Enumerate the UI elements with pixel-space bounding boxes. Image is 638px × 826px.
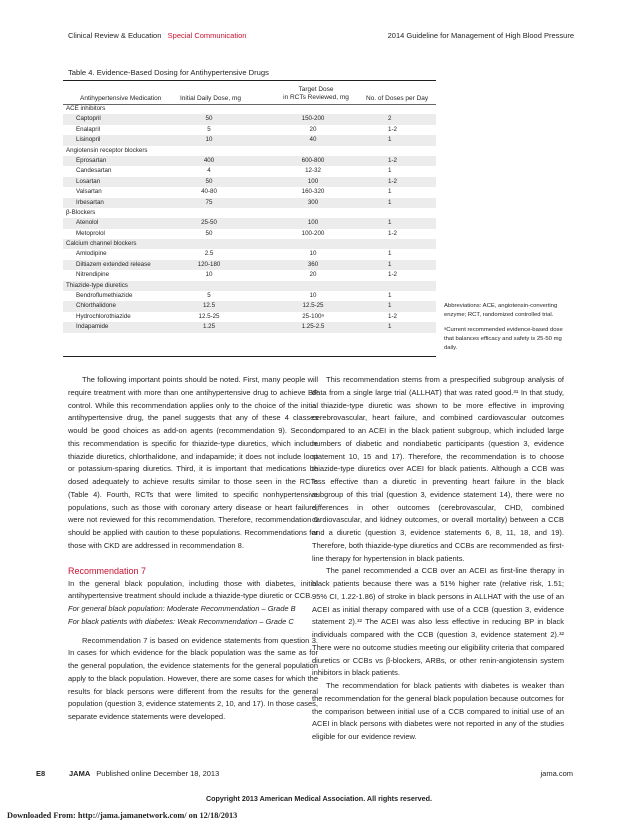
medication-cell: Irbesartan xyxy=(76,198,104,206)
table-row xyxy=(63,198,436,208)
initial-dose-cell: 12.5-25 xyxy=(198,312,220,320)
initial-dose-cell: 2.5 xyxy=(204,250,214,258)
medication-cell: Indapamide xyxy=(76,323,109,331)
target-dose-cell: 10 xyxy=(309,292,317,300)
abbreviations-note: Abbreviations: ACE, angiotensin-converting enzyme; RCT, randomized controlled trial. xyxy=(444,303,558,318)
table-top-rule xyxy=(63,80,436,81)
initial-dose-cell: 25-50 xyxy=(201,219,217,227)
doses-per-day-cell: 2 xyxy=(388,115,392,123)
footer-journal xyxy=(69,769,219,778)
drug-class-cell: Angiotensin receptor blockers xyxy=(66,146,148,154)
target-dose-cell: 10 xyxy=(309,250,317,258)
table-category-row xyxy=(63,146,436,156)
recommendation-7-grade-diabetes: For black patients with diabetes: Weak Recommendation – Grade C xyxy=(68,616,294,626)
paragraph: The recommendation for black patients with diabetes is weaker than the recommendation for the general black population because outcomes for the comparison between initial use of a CCB compared to initial use of an ACEI in black persons with diabetes were not reported in any of the studies eligible for our evidence review. xyxy=(312,681,564,741)
table-row xyxy=(63,301,436,311)
initial-dose-cell: 50 xyxy=(205,229,213,237)
table-category-row xyxy=(63,208,436,218)
recommendation-7-heading: Recommendation 7 xyxy=(68,565,147,576)
paragraph: The panel recommended a CCB over an ACEI as first-line therapy in black patients because there was a 51% higher rate (relative risk, 1.51; 95% CI, 1.22-1.86) of stroke in black persons in ALLHAT with the use of an ACEI as initial therapy compared with use of a CCB (question 3, evidence statement 2).³² The ACEI was also less effective in reducing BP in black individuals compared with the CCB (question 3, evidence statement 2).³² There were no outcome studies meeting our eligibility criteria that compared diuretics or CCBs vs β-blockers, ARBs, or other renin-angiotensin system inhibitors in black patients. xyxy=(312,566,564,678)
target-dose-cell: 360 xyxy=(307,260,319,268)
initial-dose-cell: 5 xyxy=(207,292,211,300)
copyright-notice: Copyright 2013 American Medical Association. All rights reserved. xyxy=(205,794,433,803)
initial-dose-cell: 12.5 xyxy=(202,302,216,310)
footer-site-link[interactable]: jama.com xyxy=(540,769,573,778)
section-label: Clinical Review & Education xyxy=(68,31,162,40)
initial-dose-cell: 40-80 xyxy=(201,188,217,196)
medication-cell: Candesartan xyxy=(76,167,112,175)
col-header-target-line1: Target Dose xyxy=(298,86,334,93)
journal-name: JAMA xyxy=(69,769,91,778)
drug-class-cell: ACE inhibitors xyxy=(66,105,106,112)
target-dose-cell: 300 xyxy=(307,198,319,206)
doses-per-day-cell: 1 xyxy=(388,198,392,206)
table-row xyxy=(63,156,436,166)
medication-cell: Valsartan xyxy=(76,188,102,196)
table-row xyxy=(63,270,436,280)
target-dose-cell: 12.5-25 xyxy=(302,302,324,310)
paragraph: The following important points should be noted. First, many people will require treatment with more than one antihypertensive drug to achieve BP control. While this recommendation applies only to the choice of the initial antihypertensive drug, the panel suggests that any of these 4 classes would be good choices as add-on agents (recommendation 9). Second, this recommendation is specific for thiazide-type diuretics, which include thiazide diuretics, chlorthalidone, and indapamide; it does not include loop or potassium-sparing diuretics. Third, it is important that medications be dosed adequately to achieve results similar to those seen in the RCTs (Table 4). Fourth, RCTs that were limited to specific nonhypertensive populations, such as those with coronary artery disease or heart failure, were not reviewed for this recommendation. Therefore, recommendation 6 should be applied with caution to these populations. Recommendations for those with CKD are addressed in recommendation 8. xyxy=(68,375,318,550)
drug-class-cell: β-Blockers xyxy=(66,208,96,216)
initial-dose-cell: 75 xyxy=(205,198,213,206)
table-row xyxy=(63,218,436,228)
medication-cell: Metoprolol xyxy=(76,229,105,237)
left-column xyxy=(68,374,318,724)
table-row xyxy=(63,322,436,332)
medication-cell: Diltiazem extended release xyxy=(76,260,151,268)
initial-dose-cell: 400 xyxy=(203,156,215,164)
target-dose-cell: 100 xyxy=(307,177,319,185)
target-dose-cell: 12-32 xyxy=(305,167,321,175)
initial-dose-cell: 50 xyxy=(205,115,213,123)
right-column xyxy=(312,374,564,744)
table-row xyxy=(63,166,436,176)
doses-per-day-cell: 1 xyxy=(388,188,392,196)
target-dose-cell: 40 xyxy=(309,136,317,144)
target-dose-cell: 20 xyxy=(309,271,317,279)
doses-per-day-cell: 1 xyxy=(388,219,392,227)
col-header-target-dose xyxy=(268,86,364,102)
medication-cell: Lisinopril xyxy=(76,136,101,144)
target-dose-cell: 20 xyxy=(309,125,317,133)
col-header-medication: Antihypertensive Medication xyxy=(80,95,162,102)
doses-per-day-cell: 1 xyxy=(388,136,392,144)
target-dose-cell: 1.25-2.5 xyxy=(301,323,325,331)
initial-dose-cell: 1.25 xyxy=(202,323,216,331)
table-row xyxy=(63,187,436,197)
medication-cell: Hydrochlorothiazide xyxy=(76,312,131,320)
target-dose-cell: 100 xyxy=(307,219,319,227)
doses-per-day-cell: 1 xyxy=(388,302,392,310)
table-category-row xyxy=(63,104,436,114)
doses-per-day-cell: 1-2 xyxy=(388,177,397,185)
target-dose-cell: 600-800 xyxy=(301,156,325,164)
page-number: E8 xyxy=(36,769,46,778)
target-dose-cell: 100-200 xyxy=(301,229,325,237)
table-row xyxy=(63,291,436,301)
doses-per-day-cell: 1-2 xyxy=(388,229,397,237)
published-date: Published online December 18, 2013 xyxy=(96,769,220,778)
paragraph: This recommendation stems from a prespecified subgroup analysis of data from a single large trial (ALLHAT) that was rated good.³¹ In that study, a thiazide-type diuretic was shown to be more effective in improving cerebrovascular, heart failure, and combined cardiovascular outcomes compared to an ACEI in the black patient subgroup, which included large numbers of diabetic and nondiabetic participants (question 3, evidence statement 10, 15 and 17). Therefore, the recommendation is to choose thiazide-type diuretics over ACEI for black patients. Although a CCB was less effective than a diuretic in preventing heart failure in the black subgroup of this trial (question 3, evidence statement 14), there were no differences in other outcomes (cerebrovascular, CHD, combined cardiovascular, and kidney outcomes, or overall mortality) between a CCB and a diuretic (question 3, evidence statements 6, 8, 11, 18, and 19). Therefore, both thiazide-type diuretics and CCBs are recommended as first-line therapy for hypertension in black patients. xyxy=(312,375,564,563)
footnote-a: ᵃCurrent recommended evidence-based dose that balances efficacy and safety is 25-50 mg daily. xyxy=(444,327,563,351)
medication-cell: Chlorthalidone xyxy=(76,302,116,310)
table-row xyxy=(63,135,436,145)
initial-dose-cell: 10 xyxy=(205,271,213,279)
medication-cell: Losartan xyxy=(76,177,101,185)
initial-dose-cell: 50 xyxy=(205,177,213,185)
table-row xyxy=(63,312,436,322)
col-header-initial-dose: Initial Daily Dose, mg xyxy=(180,95,242,102)
table-row xyxy=(63,125,436,135)
table-row xyxy=(63,260,436,270)
download-notice: Downloaded From: http://jama.jamanetwork.com/ on 12/18/2013 xyxy=(7,811,238,820)
table-body xyxy=(63,104,436,333)
drug-class-cell: Thiazide-type diuretics xyxy=(66,281,128,289)
initial-dose-cell: 5 xyxy=(207,125,211,133)
table-notes xyxy=(444,302,564,359)
subsection-label: Special Communication xyxy=(167,31,247,40)
paragraph: Recommendation 7 is based on evidence statements from question 3. In cases for which evidence for the black population was the same as for the general population, the evidence statements for the general population apply to the black population. However, there are some cases for which the results for black persons were different from the results for the general population (question 3, evidence statements 2, 10, and 17). In those cases, separate evidence statements were developed. xyxy=(68,635,318,721)
doses-per-day-cell: 1 xyxy=(388,323,392,331)
table-row xyxy=(63,114,436,124)
doses-per-day-cell: 1-2 xyxy=(388,125,397,133)
recommendation-7-text: In the general black population, including those with diabetes, initial antihypertensive treatment should include a thiazide-type diuretic or CCB. xyxy=(68,578,318,601)
medication-cell: Eprosartan xyxy=(76,156,107,164)
target-dose-cell: 25-100ᵃ xyxy=(302,312,324,320)
doses-per-day-cell: 1-2 xyxy=(388,271,397,279)
target-dose-cell: 150-200 xyxy=(301,115,325,123)
medication-cell: Nitrendipine xyxy=(76,271,110,279)
medication-cell: Captopril xyxy=(76,115,101,123)
running-header-left xyxy=(68,31,246,40)
table-category-row xyxy=(63,239,436,249)
table-bottom-rule xyxy=(63,356,436,357)
initial-dose-cell: 4 xyxy=(207,167,211,175)
col-header-doses-per-day: No. of Doses per Day xyxy=(366,95,429,102)
target-dose-cell: 160-320 xyxy=(301,188,325,196)
drug-class-cell: Calcium channel blockers xyxy=(66,240,137,248)
initial-dose-cell: 120-180 xyxy=(197,260,221,268)
table-row xyxy=(63,177,436,187)
doses-per-day-cell: 1-2 xyxy=(388,156,397,164)
col-header-target-line2: in RCTs Reviewed, mg xyxy=(283,94,349,101)
medication-cell: Bendroflumethiazide xyxy=(76,292,133,300)
medication-cell: Amlodipine xyxy=(76,250,107,258)
medication-cell: Atenolol xyxy=(76,219,99,227)
running-title: 2014 Guideline for Management of High Blood Pressure xyxy=(387,31,574,40)
doses-per-day-cell: 1 xyxy=(388,167,392,175)
table-row xyxy=(63,229,436,239)
doses-per-day-cell: 1 xyxy=(388,260,392,268)
doses-per-day-cell: 1 xyxy=(388,250,392,258)
medication-cell: Enalapril xyxy=(76,125,101,133)
doses-per-day-cell: 1-2 xyxy=(388,312,397,320)
table-title: Table 4. Evidence-Based Dosing for Antihypertensive Drugs xyxy=(68,68,269,77)
table-category-row xyxy=(63,281,436,291)
recommendation-7-grade-general: For general black population: Moderate Recommendation – Grade B xyxy=(68,604,296,613)
doses-per-day-cell: 1 xyxy=(388,292,392,300)
initial-dose-cell: 10 xyxy=(205,136,213,144)
table-row xyxy=(63,249,436,259)
